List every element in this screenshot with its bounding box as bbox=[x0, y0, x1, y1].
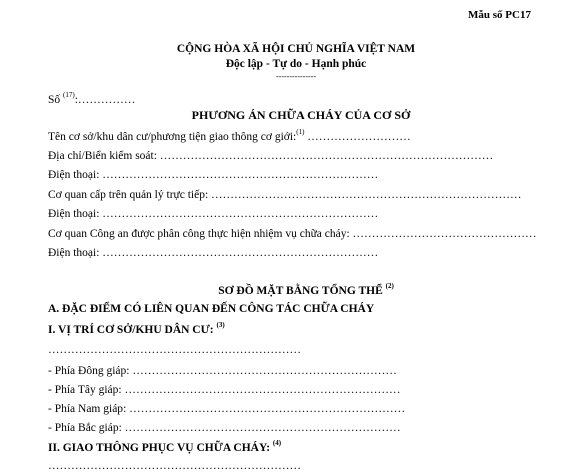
document-number-line bbox=[48, 93, 135, 106]
section-2-note: (4) bbox=[272, 439, 282, 447]
motto: Độc lập - Tự do - Hạnh phúc bbox=[225, 58, 367, 70]
number-label: Số bbox=[48, 93, 61, 106]
section-1-title bbox=[48, 323, 225, 336]
field-address bbox=[48, 151, 493, 163]
field-dots: : …………………………………………………………………………… bbox=[153, 150, 494, 162]
country-title: CỘNG HÒA XÃ HỘI CHỦ NGHĨA VIỆT NAM bbox=[176, 43, 416, 55]
border-label: - Phía Tây giáp bbox=[48, 384, 119, 396]
field-phone-1 bbox=[48, 170, 378, 182]
border-west bbox=[48, 385, 400, 397]
section-a-title: A. ĐẶC ĐIỂM CÓ LIÊN QUAN ĐẾN CÔNG TÁC CHỮA CHÁY bbox=[48, 303, 375, 315]
border-label: - Phía Bắc giáp bbox=[48, 422, 119, 434]
border-label: - Phía Đông giáp bbox=[48, 365, 127, 377]
field-label: Điện thoại bbox=[48, 247, 97, 259]
border-south bbox=[48, 404, 405, 416]
number-note: (17) bbox=[63, 91, 75, 99]
field-phone-2 bbox=[48, 209, 378, 221]
field-label: Cơ quan cấp trên quản lý trực tiếp bbox=[48, 189, 205, 201]
field-police-agency bbox=[48, 229, 537, 241]
section-2-text: II. GIAO THÔNG PHỤC VỤ CHỮA CHÁY: bbox=[48, 441, 271, 454]
field-dots: : ………………………………………… bbox=[346, 228, 537, 240]
section-1-text: I. VỊ TRÍ CƠ SỞ/KHU DÂN CƯ: bbox=[48, 323, 214, 336]
overview-title-text: SƠ ĐỒ MẶT BẰNG TỔNG THỂ bbox=[218, 284, 383, 297]
border-dots: : ……………………………………………………………… bbox=[118, 422, 401, 434]
border-dots: : ……………………………………………………………… bbox=[123, 403, 406, 415]
field-label: Điện thoại bbox=[48, 208, 97, 220]
field-note: (1) bbox=[296, 128, 305, 136]
blank-line-1: ………………………………………………………… bbox=[48, 344, 301, 356]
border-dots: : …………………………………………………………… bbox=[126, 365, 397, 377]
header-divider: --------------- bbox=[276, 72, 316, 81]
border-dots: : ……………………………………………………………… bbox=[118, 384, 401, 396]
field-label: Điện thoại bbox=[48, 169, 97, 181]
blank-line-2: ………………………………………………………… bbox=[48, 460, 301, 472]
border-east bbox=[48, 366, 397, 378]
field-facility-name bbox=[48, 130, 411, 143]
field-dots: : ……………………………………………………………………… bbox=[204, 189, 522, 201]
field-label: Cơ quan Công an được phân công thực hiện nhiệm vụ chữa cháy bbox=[48, 228, 347, 240]
field-dots: : ……………………………………………………………… bbox=[96, 247, 379, 259]
plan-title: PHƯƠNG ÁN CHỮA CHÁY CỦA CƠ SỞ bbox=[191, 108, 411, 122]
border-label: - Phía Nam giáp bbox=[48, 403, 124, 415]
field-supervising-agency bbox=[48, 190, 522, 202]
overview-title bbox=[25, 284, 562, 297]
field-label: Tên cơ sở/khu dân cư/phương tiện giao thông cơ giới: bbox=[48, 130, 297, 143]
field-dots: : ……………………………………………………………… bbox=[96, 169, 379, 181]
border-north bbox=[48, 423, 401, 435]
overview-note: (2) bbox=[385, 282, 394, 290]
field-dots: : ……………………………………………………………… bbox=[96, 208, 379, 220]
field-dots: ……………………… bbox=[304, 130, 411, 143]
field-label: Địa chỉ/Biển kiểm soát bbox=[48, 150, 154, 162]
section-2-title bbox=[48, 441, 281, 454]
form-code: Mẫu số PC17 bbox=[468, 9, 531, 21]
field-phone-3 bbox=[48, 248, 378, 260]
section-1-note: (3) bbox=[216, 321, 225, 329]
number-dots: :…………… bbox=[74, 93, 136, 106]
